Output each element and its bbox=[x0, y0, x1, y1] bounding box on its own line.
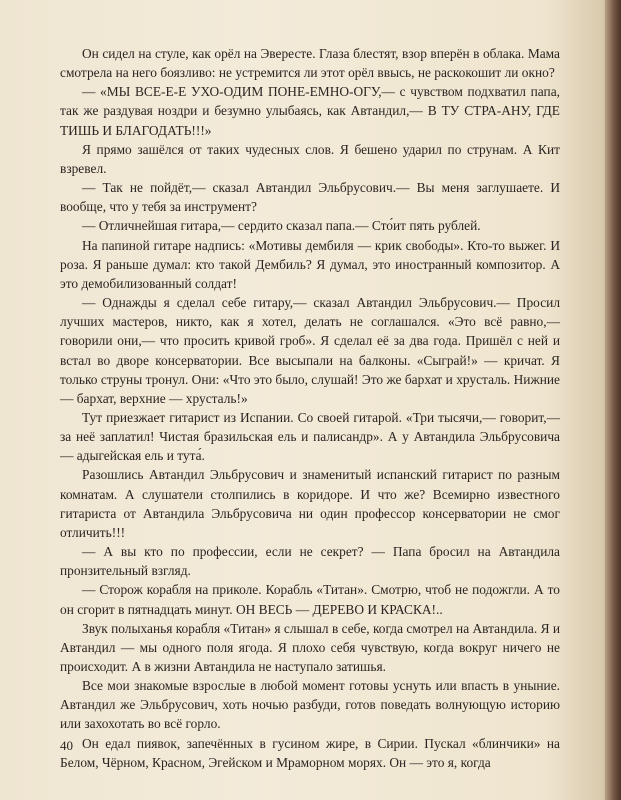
paragraph: Тут приезжает гитарист из Испании. Со своей гитарой. «Три тысячи,— говорит,— за неё заплатил! Чистая бразильская ель и палисандр». А у Автандила Эльбрусовича — адыгейская ель и тута́. bbox=[60, 409, 560, 464]
paragraph: — Сторож корабля на приколе. Корабль «Титан». Смотрю, чтоб не подожгли. А то он сгорит в пятнадцать минут. ОН ВЕСЬ — ДЕРЕВО И КРАСКА!.. bbox=[60, 582, 560, 617]
body-text bbox=[60, 44, 560, 772]
page-number: 40 bbox=[60, 738, 73, 753]
paragraph: Я прямо зашёлся от таких чудесных слов. Я бешено ударил по струнам. А Кит взревел. bbox=[60, 141, 560, 176]
paragraph: Все мои знакомые взрослые в любой момент готовы уснуть или впасть в уныние. Автандил же Эльбрусович, хоть ночью разбуди, готов поведать волнующую историю или захохотать во всё горло. bbox=[60, 678, 560, 732]
paragraph: — «МЫ ВСЕ-Е-Е УХО-ОДИМ ПОНЕ-ЕМНО-ОГУ,— с чувством подхватил папа, так же раздувая ноздри и безумно улыбаясь, как Автандил,— В ТУ СТРА-АНУ, ГДЕ ТИШЬ И БЛАГОДАТЬ!!!» bbox=[60, 84, 560, 138]
paragraph: Он едал пиявок, запечённых в гусином жире, в Сирии. Пускал «блинчики» на Белом, Чёрном, Красном, Эгейском и Мраморном морях. Он — это я, когда bbox=[60, 735, 560, 770]
paragraph: — Так не пойдёт,— сказал Автандил Эльбрусович.— Вы меня заглушаете. И вообще, что у тебя за инструмент? bbox=[60, 180, 560, 215]
paragraph: На папиной гитаре надпись: «Мотивы дембиля — крик свободы». Кто-то выжег. И роза. Я раньше думал: кто такой Дембиль? Я думал, это иностранный композитор. А это демобилизованный солдат! bbox=[60, 237, 560, 291]
paragraph: — А вы кто по профессии, если не секрет? — Папа бросил на Автандила пронзительный взгляд. bbox=[60, 544, 560, 579]
paragraph: — Однажды я сделал себе гитару,— сказал Автандил Эльбрусович.— Просил лучших мастеров, никто, как я хотел, делать не соглашался. «Это всё равно,— говорили они,— что просить кривой гроб». Я сделал её за два года. Пришёл с ней и встал во дворе консерватории. Все высыпали на балконы. «Сыграй!» — кричат. Я только струны тронул. Они: «Что это было, слушай! Это же бархат и хрусталь. Нижние — бархат, верхние — хрусталь!» bbox=[60, 295, 560, 406]
paragraph: Звук полыханья корабля «Титан» я слышал в себе, когда смотрел на Автандила. Я и Автандил — мы одного поля ягода. Я плохо себя чувствую, когда вокруг ничего не происходит. А в жизни Автандила не наступало затишья. bbox=[60, 620, 561, 674]
paragraph: Разошлись Автандил Эльбрусович и знаменитый испанский гитарист по разным комнатам. А слушатели столпились в коридоре. И что же? Всемирно известного гитариста от Автандила Эльбрусовича ни один профессор консерватории не смог отличить!!! bbox=[60, 467, 560, 540]
paragraph: — Отличнейшая гитара,— сердито сказал папа.— Сто́ит пять рублей. bbox=[82, 218, 481, 234]
book-spine-shadow bbox=[605, 0, 621, 800]
paragraph: Он сидел на стуле, как орёл на Эвересте. Глаза блестят, взор вперён в облака. Мама смотрела на него боязливо: не устремится ли этот орёл ввысь, не раскокошит ли окно? bbox=[60, 46, 560, 81]
